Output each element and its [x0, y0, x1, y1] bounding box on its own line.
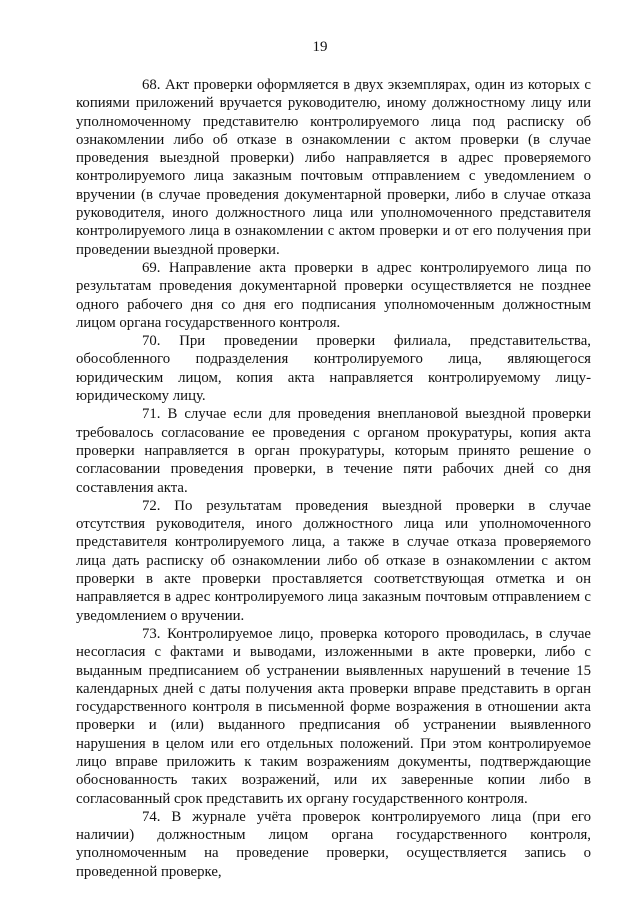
paragraph-69: 69. Направление акта проверки в адрес контролируемого лица по результатам проведения документарной проверки осуществляется не позднее одного рабочего дня со дня его подписания уполномоченным должностным лицом органа государственного контроля. — [76, 259, 591, 331]
document-body — [76, 76, 591, 881]
paragraph-74: 74. В журнале учёта проверок контролируемого лица (при его наличии) должностным лицом органа государственного контроля, уполномоченным на проведение проверки, осуществляется запись о проведенной проверке, — [76, 808, 591, 880]
paragraph-70: 70. При проведении проверки филиала, представительства, обособленного подразделения контролируемого лица, являющегося юридическим лицом, копия акта направляется контролируемому лицу-юридическому лицу. — [76, 333, 591, 405]
paragraph-68: 68. Акт проверки оформляется в двух экземплярах, один из которых с копиями приложений вручается руководителю, иному должностному лицу или уполномоченному представителю контролируемого лица под расписку об ознакомлении либо об отказе в ознакомлении с актом проверки (в случае проведения выездной проверки) либо направляется в адрес проверяемого контролируемого лица заказным почтовым отправлением с уведомлением о вручении (в случае проведения документарной проверки, либо в случае отказа руководителя, иного должностного лица или уполномоченного представителя контролируемого лица в ознакомлении с актом проверки и от его получения при проведении выездной проверки. — [76, 77, 591, 258]
paragraph-73: 73. Контролируемое лицо, проверка которого проводилась, в случае несогласия с фактами и выводами, изложенными в акте проверки, либо с выданным предписанием об устранении выявленных нарушений в течение 15 календарных дней с даты получения акта проверки вправе представить в орган государственного контроля в письменной форме возражения в отношении акта проверки и (или) выданного предписания об устранении выявленного нарушения в целом или его отдельных положений. При этом контролируемое лицо вправе приложить к таким возражениям документы, подтверждающие обоснованность таких возражений, или их заверенные копии либо в согласованный срок представить их органу государственного контроля. — [76, 625, 591, 807]
page-number: 19 — [312, 39, 328, 55]
paragraph-72: 72. По результатам проведения выездной проверки в случае отсутствия руководителя, иного должностного лица или уполномоченного представителя контролируемого лица, а также в случае отказа проверяемого лица дать расписку об ознакомлении либо об отказе в ознакомлении с актом проверки в акте проверки проставляется соответствующая отметка и он направляется в адрес контролируемого лица заказным почтовым отправлением с уведомлением о вручении. — [76, 497, 591, 624]
paragraph-71: 71. В случае если для проведения внеплановой выездной проверки требовалось согласование ее проведения с органом прокуратуры, копия акта проверки направляется в орган прокуратуры, которым принято решение о согласовании проведения проверки, в течение пяти рабочих дней со дня составления акта. — [76, 406, 591, 496]
